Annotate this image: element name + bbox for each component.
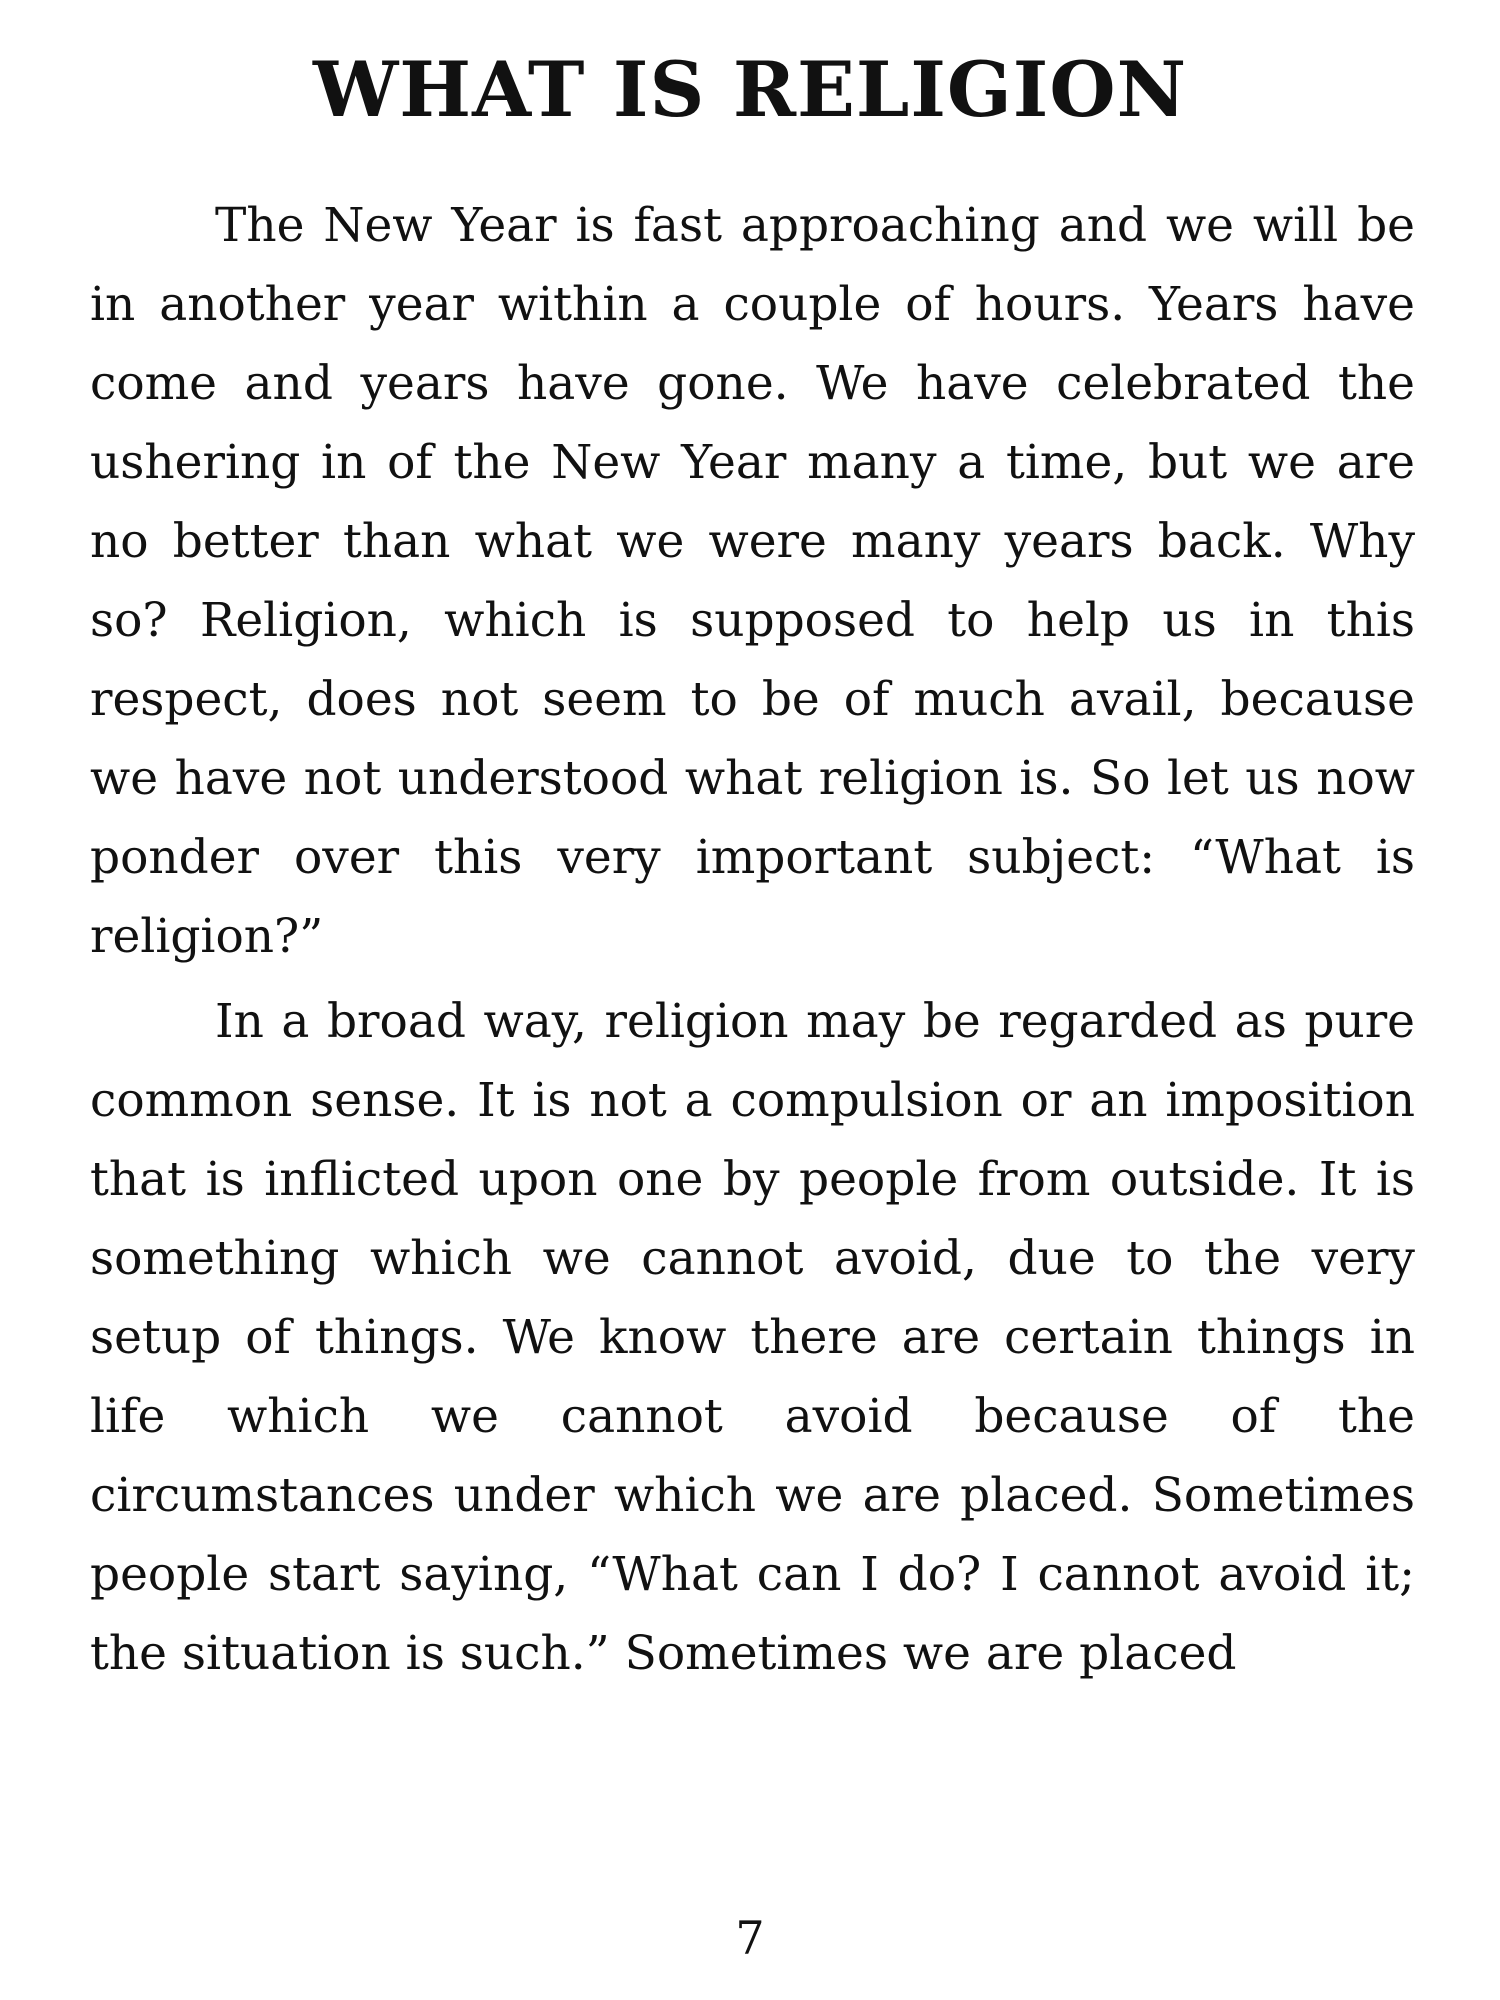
paragraph-1: The New Year is fast approaching and we will be in another year within a couple of hours. Years have come and years have gone. We have celebrated the ushering in of the New Year many a time, but we are no better than what we were many years back. Why so? Religion, which is supposed to help us in this respect, does not seem to be of much avail, because we have not understood what religion is. So let us now ponder over this very important subject: “What is religion?”	[90, 198, 1415, 964]
body-text	[90, 186, 1415, 1699]
page-title: WHAT IS RELIGION	[312, 45, 1188, 134]
page-number: 7	[735, 1911, 765, 1965]
paragraph-2: In a broad way, religion may be regarded as pure common sense. It is not a compulsion or an imposition that is inflicted upon one by people from outside. It is something which we cannot avoid, due to the very setup of things. We know there are certain things in life which we cannot avoid because of the circumstances under which we are placed. Sometimes people start saying, “What can I do? I cannot avoid it; the situation is such.” Sometimes we are placed	[90, 994, 1415, 1681]
